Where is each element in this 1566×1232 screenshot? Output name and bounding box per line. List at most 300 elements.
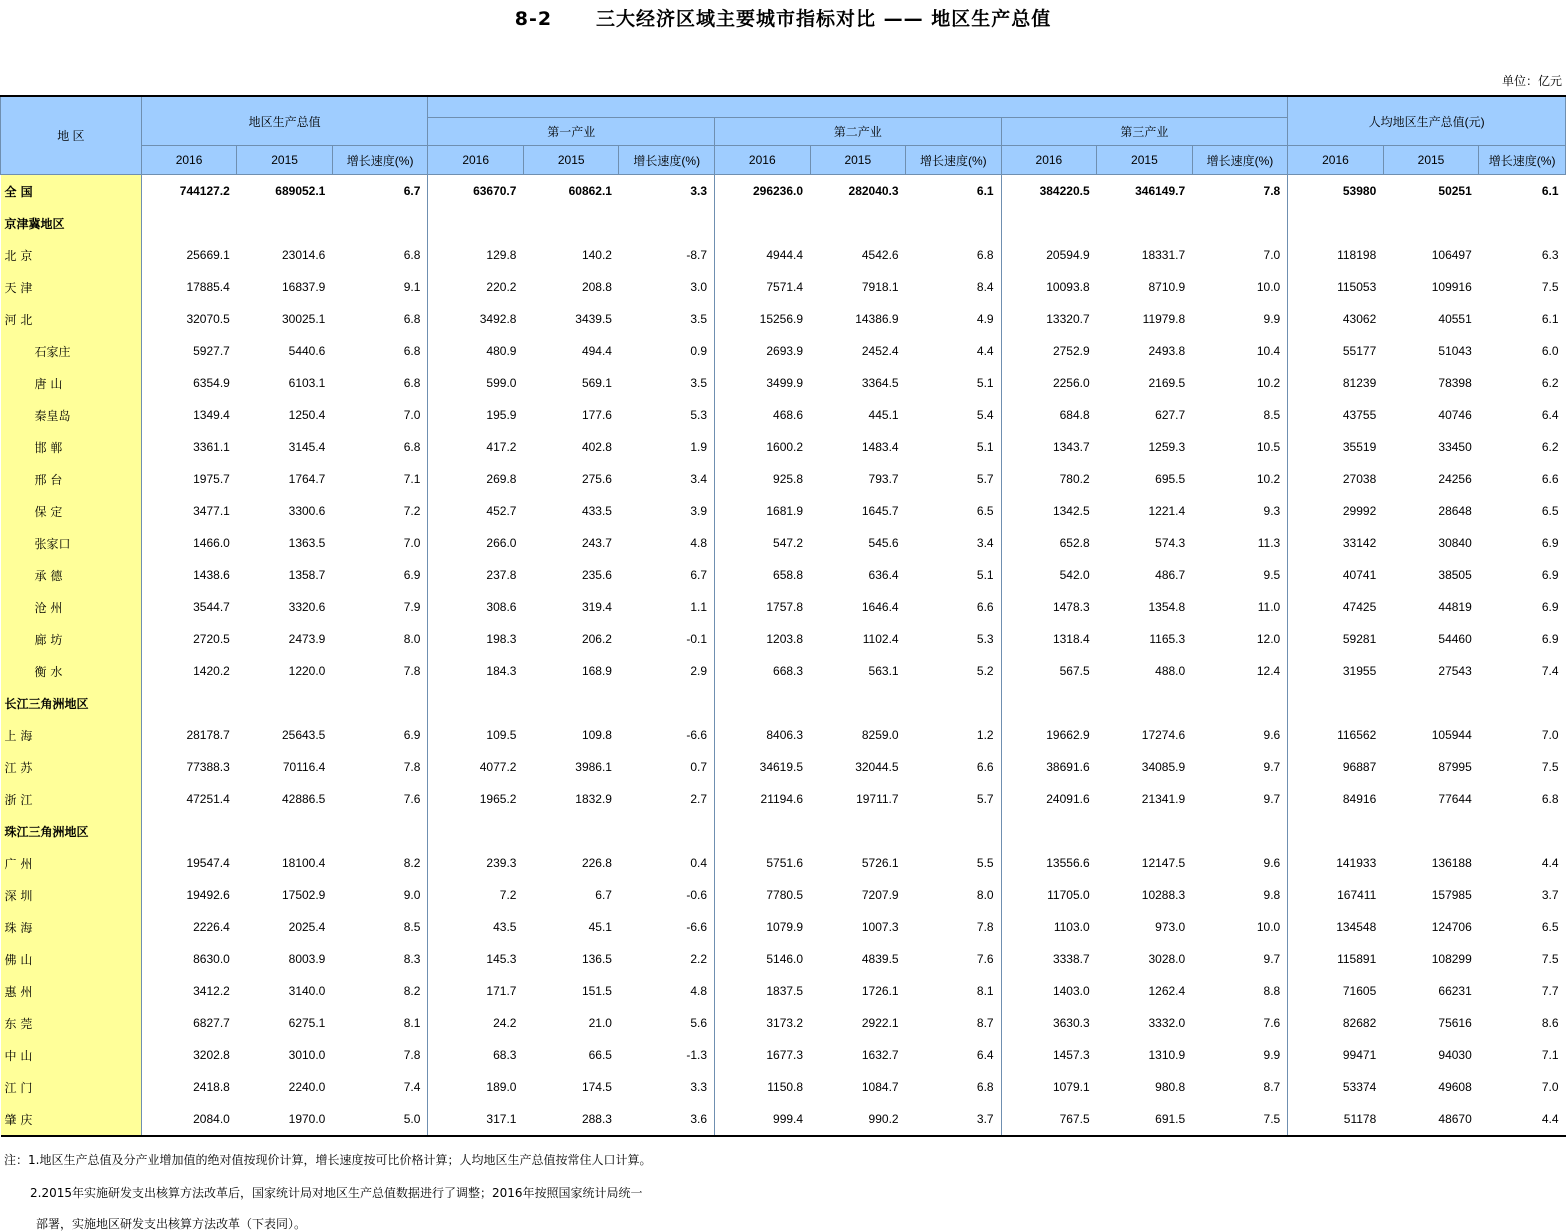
section-label: 珠江三角洲地区 — [1, 815, 142, 847]
table-cell: 59281 — [1342, 632, 1377, 646]
table-cell — [1192, 687, 1288, 719]
table-cell: 235.6 — [581, 568, 612, 582]
table-cell: 9.8 — [1192, 879, 1288, 911]
header-subrow — [1, 146, 1566, 175]
table-cell: 109.5 — [486, 728, 517, 742]
table-cell: 25669.1 — [186, 248, 230, 262]
table-cell: 51178 — [1288, 1103, 1384, 1136]
table-cell: 288.3 — [523, 1103, 619, 1136]
region-name: 广 州 — [1, 847, 142, 879]
table-cell: 3499.9 — [766, 376, 804, 390]
table-cell — [810, 207, 906, 239]
table-cell: 5.1 — [906, 367, 1002, 399]
table-cell: 109.8 — [581, 728, 612, 742]
table-cell: 1483.4 — [861, 440, 899, 454]
table-cell: 243.7 — [581, 536, 612, 550]
section-label: 京津冀地区 — [1, 207, 142, 239]
region-name: 珠 海 — [1, 911, 142, 943]
table-cell: 691.5 — [1097, 1103, 1193, 1136]
table-cell: 134548 — [1336, 920, 1377, 934]
table-cell: 1203.8 — [766, 632, 804, 646]
table-cell: 11979.8 — [1142, 312, 1186, 326]
table-cell: 6.0 — [1541, 344, 1559, 358]
page-title — [0, 4, 1566, 31]
table-cell: 3300.6 — [288, 504, 326, 518]
table-cell: 206.2 — [581, 632, 612, 646]
table-cell: 9.7 — [1192, 751, 1288, 783]
table-cell: 275.6 — [581, 472, 612, 486]
header-sub-2015: 2015 — [523, 146, 619, 175]
table-cell: 21341.9 — [1141, 792, 1186, 806]
table-cell: 19711.7 — [856, 792, 899, 806]
table-cell: 5.5 — [906, 847, 1002, 879]
table-cell: 9.9 — [1192, 1039, 1288, 1071]
table-cell: 308.6 — [486, 600, 517, 614]
table-cell — [237, 815, 333, 847]
table-cell: 6.8 — [332, 239, 428, 271]
table-cell: 3630.3 — [1052, 1016, 1090, 1030]
table-cell: 6.3 — [1541, 248, 1559, 262]
region-name: 北 京 — [1, 239, 142, 271]
table-cell: 6354.9 — [193, 376, 230, 390]
table-cell: 5146.0 — [766, 952, 804, 966]
table-cell — [1288, 687, 1384, 719]
table-cell — [1383, 687, 1479, 719]
table-cell: 547.2 — [773, 536, 804, 550]
table-cell: 3320.6 — [288, 600, 326, 614]
table-cell: 66231 — [1438, 984, 1472, 998]
table-cell: 239.3 — [486, 856, 517, 870]
table-cell: 136.5 — [581, 952, 612, 966]
table-cell: 7918.1 — [861, 280, 899, 294]
table-cell: 3332.0 — [1148, 1016, 1186, 1030]
table-cell: 4.4 — [1479, 1103, 1566, 1136]
table-cell: 282040.3 — [848, 184, 899, 198]
header-sub-2015: 2015 — [237, 146, 333, 175]
table-row — [1, 399, 1566, 431]
table-cell — [1192, 207, 1288, 239]
table-cell: 652.8 — [1059, 536, 1090, 550]
table-cell: 266.0 — [486, 536, 517, 550]
table-cell: 5.2 — [906, 655, 1002, 687]
table-cell: 2720.5 — [193, 632, 230, 646]
header-region: 地 区 — [1, 96, 142, 175]
table-cell: 45.1 — [588, 920, 612, 934]
table-row — [1, 303, 1566, 335]
table-cell: 87995 — [1438, 760, 1472, 774]
table-cell: 108299 — [1431, 952, 1472, 966]
table-cell: 23014.6 — [281, 248, 326, 262]
table-cell: -6.6 — [619, 719, 715, 751]
table-cell: 9.7 — [1192, 943, 1288, 975]
table-cell: 226.8 — [581, 856, 612, 870]
table-cell: 145.3 — [486, 952, 517, 966]
table-cell: 106497 — [1431, 248, 1472, 262]
table-cell — [1479, 815, 1566, 847]
table-cell: 6.6 — [1541, 472, 1559, 486]
table-row — [1, 591, 1566, 623]
table-cell: 7.6 — [332, 783, 428, 815]
table-cell: 1837.5 — [766, 984, 804, 998]
table-cell: 77388.3 — [186, 760, 230, 774]
table-row — [1, 623, 1566, 655]
table-cell: 1764.7 — [288, 472, 326, 486]
table-cell: 6.9 — [332, 719, 428, 751]
table-cell: 15256.9 — [759, 312, 804, 326]
table-cell: 486.7 — [1155, 568, 1186, 582]
table-cell: 10.2 — [1192, 367, 1288, 399]
table-cell: 3.0 — [619, 271, 715, 303]
table-cell: 19547.4 — [186, 856, 230, 870]
table-cell: 34619.5 — [759, 760, 804, 774]
table-cell: 7.2 — [499, 888, 517, 902]
table-cell: 8.1 — [332, 1007, 428, 1039]
table-cell: 124706 — [1431, 920, 1472, 934]
table-cell: 43.5 — [493, 920, 517, 934]
table-cell: 3140.0 — [288, 984, 326, 998]
table-cell — [1288, 815, 1384, 847]
table-cell — [141, 207, 237, 239]
table-row — [1, 1039, 1566, 1071]
table-cell: 1318.4 — [1052, 632, 1090, 646]
table-row — [1, 335, 1566, 367]
table-cell: 19492.6 — [186, 888, 230, 902]
table-cell: 468.6 — [773, 408, 804, 422]
region-name: 江 门 — [1, 1071, 142, 1103]
header-sub-2016: 2016 — [715, 146, 811, 175]
table-cell: 2.9 — [619, 655, 715, 687]
region-name: 承 德 — [1, 559, 142, 591]
table-cell: 4.4 — [1541, 856, 1559, 870]
table-cell: 7.7 — [1541, 984, 1559, 998]
region-name: 河 北 — [1, 303, 142, 335]
table-cell: 2693.9 — [766, 344, 804, 358]
table-cell: 6.4 — [906, 1039, 1002, 1071]
table-cell: 3544.7 — [193, 600, 230, 614]
table-cell: 9.6 — [1192, 847, 1288, 879]
table-cell: 6.2 — [1541, 376, 1559, 390]
table-cell: 3010.0 — [288, 1048, 326, 1062]
table-cell: 7.6 — [1192, 1007, 1288, 1039]
table-cell — [1479, 207, 1566, 239]
gdp-table — [0, 95, 1566, 1137]
table-cell: 10093.8 — [1046, 280, 1090, 294]
table-cell: 767.5 — [1001, 1103, 1097, 1136]
table-cell: 10.5 — [1192, 431, 1288, 463]
table-cell: 3.4 — [619, 463, 715, 495]
table-cell: 13556.6 — [1046, 856, 1090, 870]
table-cell: 5.1 — [906, 431, 1002, 463]
table-cell: 5.3 — [906, 623, 1002, 655]
table-cell: 174.5 — [581, 1080, 612, 1094]
table-cell: 50251 — [1438, 184, 1472, 198]
table-cell: 569.1 — [581, 376, 612, 390]
table-cell: 8710.9 — [1148, 280, 1186, 294]
table-row — [1, 239, 1566, 271]
table-cell: 40741 — [1342, 568, 1377, 582]
table-cell: 5751.6 — [766, 856, 804, 870]
table-row — [1, 463, 1566, 495]
table-cell: 21.0 — [588, 1016, 612, 1030]
section-row — [1, 687, 1566, 719]
table-cell — [141, 687, 237, 719]
table-cell: 636.4 — [868, 568, 899, 582]
table-cell: 684.8 — [1059, 408, 1090, 422]
table-cell: 488.0 — [1155, 664, 1186, 678]
table-cell: 2452.4 — [861, 344, 899, 358]
table-cell: 28178.7 — [186, 728, 230, 742]
table-cell: 2922.1 — [861, 1016, 899, 1030]
region-name: 全 国 — [1, 175, 142, 208]
table-cell — [332, 815, 428, 847]
table-cell: 545.6 — [868, 536, 899, 550]
table-cell: 494.4 — [581, 344, 612, 358]
table-cell: 38691.6 — [1046, 760, 1090, 774]
table-cell: 1103.0 — [1053, 920, 1090, 934]
table-cell: 17885.4 — [186, 280, 230, 294]
table-cell: 8.7 — [1192, 1071, 1288, 1103]
table-cell: 118198 — [1337, 248, 1377, 262]
table-cell: 567.5 — [1059, 664, 1090, 678]
table-cell: 452.7 — [486, 504, 517, 518]
table-cell: 21194.6 — [760, 792, 804, 806]
table-cell: 1832.9 — [575, 792, 612, 806]
table-cell: 990.2 — [810, 1103, 906, 1136]
table-cell — [715, 815, 811, 847]
table-cell: 2752.9 — [1052, 344, 1090, 358]
region-name: 邯 郸 — [1, 431, 142, 463]
table-cell: 5.1 — [906, 559, 1002, 591]
table-cell: 1965.2 — [479, 792, 517, 806]
table-cell: 14386.9 — [855, 312, 899, 326]
table-cell: 19662.9 — [1046, 728, 1090, 742]
table-cell — [1001, 207, 1097, 239]
table-cell: 563.1 — [868, 664, 899, 678]
table-cell: 157985 — [1431, 888, 1472, 902]
table-cell: 96887 — [1342, 760, 1377, 774]
table-cell: 7.5 — [1541, 952, 1559, 966]
region-name: 浙 江 — [1, 783, 142, 815]
table-cell: 1757.8 — [766, 600, 804, 614]
table-cell: 6.5 — [1541, 920, 1559, 934]
table-body — [1, 175, 1566, 1137]
table-cell: 1681.9 — [766, 504, 804, 518]
table-cell: 7.5 — [1192, 1103, 1288, 1136]
table-cell: 10.2 — [1192, 463, 1288, 495]
region-name: 廊 坊 — [1, 623, 142, 655]
table-cell: 1342.5 — [1052, 504, 1090, 518]
table-cell: 3338.7 — [1052, 952, 1090, 966]
table-cell: 28648 — [1438, 504, 1472, 518]
header-gdp: 地区生产总值 — [141, 96, 428, 146]
table-cell: 40551 — [1438, 312, 1472, 326]
table-cell: 198.3 — [486, 632, 517, 646]
table-cell — [1097, 687, 1193, 719]
table-cell: 3202.8 — [193, 1048, 230, 1062]
table-cell: 63670.7 — [473, 184, 517, 198]
table-cell: 417.2 — [486, 440, 517, 454]
table-cell: 9.0 — [332, 879, 428, 911]
table-cell: 1478.3 — [1052, 600, 1090, 614]
table-cell: 2226.4 — [193, 920, 230, 934]
table-cell: 744127.2 — [179, 184, 230, 198]
table-cell: 18331.7 — [1141, 248, 1186, 262]
note-1: 注：1.地区生产总值及分产业增加值的绝对值按现价计算，增长速度按可比价格计算；人均地区生产总值按常住人口计算。 — [4, 1153, 652, 1167]
table-cell — [523, 815, 619, 847]
table-cell: 189.0 — [486, 1080, 517, 1094]
table-cell: 1646.4 — [861, 600, 899, 614]
table-cell: 10.4 — [1192, 335, 1288, 367]
table-cell: 8.4 — [906, 271, 1002, 303]
table-cell: 8259.0 — [861, 728, 899, 742]
table-cell: 6.8 — [332, 303, 428, 335]
table-cell: 1363.5 — [288, 536, 326, 550]
table-cell: 9.7 — [1192, 783, 1288, 815]
table-cell: 1354.8 — [1148, 600, 1186, 614]
table-cell: 1.1 — [619, 591, 715, 623]
table-cell: 49608 — [1438, 1080, 1472, 1094]
table-cell: 1600.2 — [766, 440, 804, 454]
region-name: 中 山 — [1, 1039, 142, 1071]
table-cell — [619, 207, 715, 239]
region-name: 石家庄 — [1, 335, 142, 367]
table-cell: 2025.4 — [288, 920, 326, 934]
table-cell: 33450 — [1438, 440, 1472, 454]
table-cell: 129.8 — [486, 248, 517, 262]
header-sub-growth: 增长速度(%) — [1479, 146, 1566, 175]
table-cell: 4.9 — [906, 303, 1002, 335]
table-cell — [1001, 687, 1097, 719]
table-cell: 78398 — [1438, 376, 1472, 390]
table-cell: 7.0 — [1541, 1080, 1559, 1094]
table-cell: 8.8 — [1192, 975, 1288, 1007]
table-cell: 6.7 — [332, 175, 428, 208]
table-cell: 94030 — [1438, 1048, 1472, 1062]
region-name: 邢 台 — [1, 463, 142, 495]
table-cell: 8.2 — [332, 975, 428, 1007]
table-cell: 1343.7 — [1052, 440, 1090, 454]
table-cell: 1438.6 — [193, 568, 230, 582]
region-name: 沧 州 — [1, 591, 142, 623]
table-cell: 2418.8 — [193, 1080, 230, 1094]
table-cell: 3412.2 — [193, 984, 230, 998]
table-row — [1, 1007, 1566, 1039]
table-cell: 9.3 — [1192, 495, 1288, 527]
table-cell: 3986.1 — [575, 760, 612, 774]
table-cell: 3477.1 — [193, 504, 230, 518]
table-cell: 168.9 — [581, 664, 612, 678]
table-cell: 542.0 — [1059, 568, 1090, 582]
table-cell: 3439.5 — [575, 312, 612, 326]
table-cell: 237.8 — [486, 568, 517, 582]
table-cell: 2.2 — [619, 943, 715, 975]
table-cell — [237, 207, 333, 239]
table-cell: 6103.1 — [288, 376, 326, 390]
table-cell: 4839.5 — [861, 952, 899, 966]
table-cell: 9.1 — [332, 271, 428, 303]
table-cell: 7.2 — [332, 495, 428, 527]
table-cell: 177.6 — [581, 408, 612, 422]
table-cell: 30025.1 — [281, 312, 326, 326]
table-cell: 8003.9 — [288, 952, 326, 966]
table-cell: 17502.9 — [281, 888, 326, 902]
table-cell: 7.0 — [1541, 728, 1559, 742]
table-cell: 141933 — [1336, 856, 1377, 870]
table-cell: 13320.7 — [1046, 312, 1090, 326]
table-cell: 3.7 — [906, 1103, 1002, 1136]
table-cell: 8630.0 — [193, 952, 230, 966]
table-cell: 658.8 — [773, 568, 804, 582]
table-cell: 7.5 — [1541, 280, 1559, 294]
table-cell: 24256 — [1438, 472, 1472, 486]
table-cell: 3028.0 — [1148, 952, 1186, 966]
table-cell: 70116.4 — [282, 760, 326, 774]
section-row — [1, 815, 1566, 847]
table-row — [1, 1103, 1566, 1136]
table-cell: 3.6 — [619, 1103, 715, 1136]
table-cell: 1079.1 — [1052, 1080, 1090, 1094]
table-cell: 1221.4 — [1148, 504, 1186, 518]
table-cell: 12.0 — [1192, 623, 1288, 655]
table-cell: 6.1 — [906, 175, 1002, 208]
table-cell: 433.5 — [581, 504, 612, 518]
table-cell: 53374 — [1342, 1080, 1377, 1094]
table-cell: 43062 — [1342, 312, 1377, 326]
table-cell: 8.5 — [332, 911, 428, 943]
table-cell: 7207.9 — [861, 888, 899, 902]
table-cell: 8.3 — [332, 943, 428, 975]
table-cell — [1479, 687, 1566, 719]
header-primary: 第一产业 — [428, 118, 715, 146]
table-cell: 2493.8 — [1148, 344, 1186, 358]
table-cell: 66.5 — [588, 1048, 612, 1062]
header-sub-2016: 2016 — [428, 146, 524, 175]
table-cell: 105944 — [1431, 728, 1472, 742]
table-cell: 5.7 — [906, 463, 1002, 495]
table-cell: 1310.9 — [1148, 1048, 1186, 1062]
unit-label: 单位：亿元 — [1501, 74, 1562, 88]
table-cell: 1349.4 — [193, 408, 230, 422]
table-cell: 1457.3 — [1052, 1048, 1090, 1062]
table-cell: 6.2 — [1541, 440, 1559, 454]
region-name: 张家口 — [1, 527, 142, 559]
table-cell — [523, 207, 619, 239]
table-cell: 18100.4 — [281, 856, 326, 870]
table-cell — [428, 815, 524, 847]
table-cell: 6.4 — [1541, 408, 1559, 422]
table-row — [1, 911, 1566, 943]
header-sub-growth: 增长速度(%) — [906, 146, 1002, 175]
table-cell: 171.7 — [486, 984, 517, 998]
table-cell: 44819 — [1438, 600, 1472, 614]
table-cell: 1007.3 — [861, 920, 899, 934]
table-cell: 7.8 — [332, 751, 428, 783]
table-cell: 296236.0 — [752, 184, 804, 198]
table-cell: 1466.0 — [193, 536, 230, 550]
table-cell: 6827.7 — [193, 1016, 230, 1030]
region-name: 唐 山 — [1, 367, 142, 399]
table-row — [1, 879, 1566, 911]
table-cell: 47251.4 — [186, 792, 230, 806]
table-cell: 3.7 — [1541, 888, 1559, 902]
table-cell: 5.4 — [906, 399, 1002, 431]
table-cell: 3361.1 — [193, 440, 230, 454]
table-cell: 6.9 — [1541, 632, 1559, 646]
table-cell: 973.0 — [1155, 920, 1186, 934]
table-cell: 8.0 — [332, 623, 428, 655]
table-cell: 7.8 — [906, 911, 1002, 943]
region-name: 东 莞 — [1, 1007, 142, 1039]
